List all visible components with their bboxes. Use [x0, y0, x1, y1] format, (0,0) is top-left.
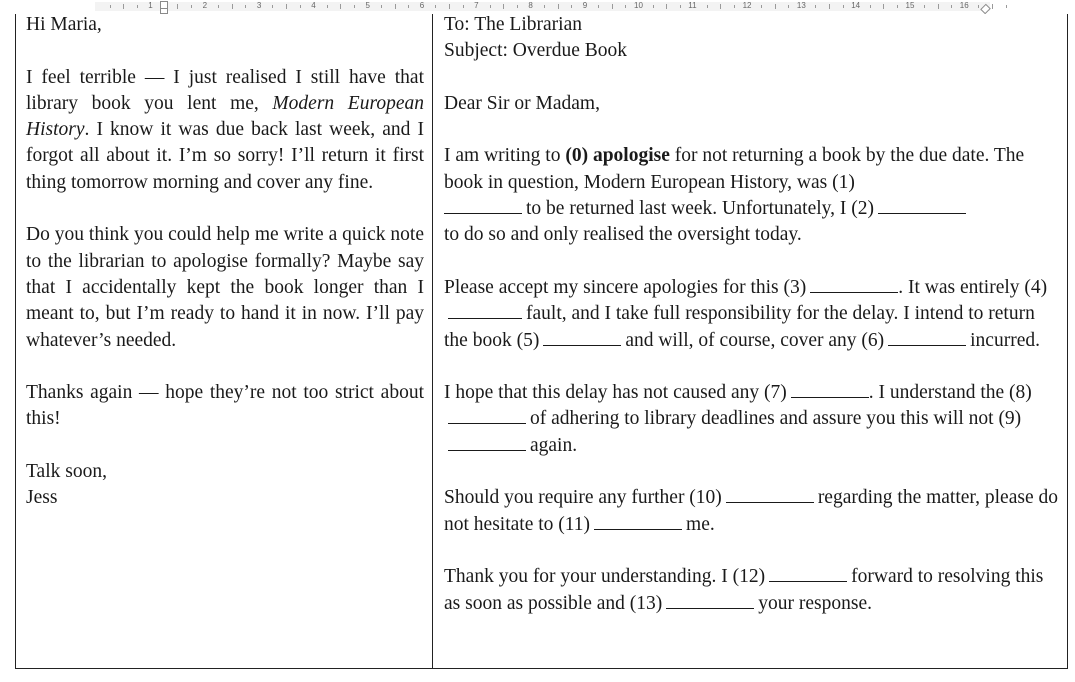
ruler-number: 11 — [688, 1, 697, 10]
ruler-number: 2 — [202, 1, 208, 10]
ruler-tick — [503, 4, 504, 9]
ruler-tick — [408, 5, 409, 8]
ruler-tick — [680, 5, 681, 8]
ruler-tick — [300, 5, 301, 8]
ruler-tick — [340, 4, 341, 9]
ruler-tick — [843, 5, 844, 8]
fp3-text-d: again. — [530, 434, 578, 456]
ruler-number: 7 — [474, 1, 479, 10]
ruler-tick — [761, 5, 762, 8]
book-title: Modern European History — [26, 92, 424, 141]
salutation: Dear Sir or Madam, — [444, 92, 600, 114]
fp5-text-c: your response. — [758, 592, 872, 614]
ruler-tick — [924, 5, 925, 8]
fp5-text-a: Thank you for your understanding. I (12) — [444, 566, 766, 588]
paragraph-1-text-a: I feel terrible — I just realised I still have that library book you lent me, — [26, 66, 424, 114]
ruler-tick — [897, 5, 898, 8]
column-divider — [432, 14, 433, 669]
fp2-text-d: and will, of course, cover any (6) — [625, 329, 885, 351]
gap-3-blank[interactable] — [810, 291, 898, 293]
ruler-tick — [951, 5, 952, 8]
formal-paragraph-3 — [444, 380, 1060, 459]
ruler-tick — [992, 4, 993, 9]
ruler-number: 12 — [742, 1, 752, 10]
gap-8-blank[interactable] — [448, 422, 526, 424]
fp4-text-b: regarding the matter, please do not hesitate to (11) — [444, 487, 1058, 535]
ruler-tick — [449, 4, 450, 9]
fp2-text-c: fault, and I take full responsibility for the delay. I intend to return the book (5) — [444, 303, 1035, 351]
paragraph-2: Do you think you could help me write a quick note to the librarian to apologise formally? Maybe say that I accidentally kept the book longer than I meant to, but I’m ready to hand it in now. I’ll pay whatever’s needed. — [26, 224, 424, 351]
formal-paragraph-1 — [444, 143, 1060, 248]
fp1-text-c: to be returned last week. Unfortunately, I (2) — [526, 198, 874, 220]
ruler-tick — [829, 4, 830, 9]
ruler-tick — [123, 4, 124, 9]
example-answer: (0) apologise — [565, 145, 670, 167]
gap-7-blank[interactable] — [791, 396, 869, 398]
ruler-number: 8 — [528, 1, 533, 10]
gap-6-blank[interactable] — [888, 344, 966, 346]
ruler-tick — [598, 5, 599, 8]
subject-line: Subject: Overdue Book — [444, 40, 628, 62]
ruler-tick — [517, 5, 518, 8]
ruler-tick — [327, 5, 328, 8]
ruler-tick — [558, 4, 559, 9]
ruler-tick — [463, 5, 464, 8]
ruler-number: 10 — [634, 1, 643, 10]
formal-letter[interactable] — [444, 12, 1060, 617]
fp1-text-b: for not returning a book by the due date. The book in question, Modern European History, was (1) — [444, 145, 1025, 193]
ruler-tick — [381, 5, 382, 8]
ruler-tick — [775, 4, 776, 9]
ruler-tick — [286, 4, 287, 9]
fp4-text-a: Should you require any further (10) — [444, 487, 722, 509]
fp3-text-c: of adhering to library deadlines and assure you this will not (9) — [530, 408, 1022, 430]
ruler-tick — [435, 5, 436, 8]
paragraph-1-text-b: . I know it was due back last week, and I forgot all about it. I’m so sorry! I’ll return it first thing tomorrow morning and cover any fine. — [26, 119, 424, 193]
ruler-tick — [354, 5, 355, 8]
ruler-number: 13 — [796, 1, 806, 10]
to-line: To: The Librarian — [444, 14, 582, 35]
ruler-tick — [788, 5, 789, 8]
fp1-text-d: to do so and only realised the oversight today. — [444, 224, 802, 246]
ruler-number: 16 — [959, 1, 969, 10]
ruler-tick — [978, 5, 979, 8]
formal-paragraph-2 — [444, 275, 1060, 354]
ruler-tick — [707, 5, 708, 8]
ruler-number: 15 — [905, 1, 915, 10]
ruler-tick — [218, 5, 219, 8]
ruler-tick — [653, 5, 654, 8]
fp5-text-b: forward to resolving this as soon as possible and (13) — [444, 566, 1044, 614]
informal-letter[interactable] — [26, 12, 424, 512]
ruler-tick — [870, 5, 871, 8]
ruler-tick — [110, 5, 111, 8]
gap-1-blank[interactable] — [444, 212, 522, 214]
ruler-tick — [720, 4, 721, 9]
ruler-tick — [666, 4, 667, 9]
fp1-text-a: I am writing to — [444, 145, 566, 167]
ruler-tick — [490, 5, 491, 8]
ruler-number: 9 — [582, 1, 588, 10]
ruler-tick — [612, 4, 613, 9]
ruler-tick — [191, 5, 192, 8]
ruler-number: 4 — [311, 1, 316, 10]
gap-12-blank[interactable] — [769, 580, 847, 582]
ruler-tick — [245, 5, 246, 8]
paragraph-3: Thanks again — hope they’re not too strict about this! — [26, 382, 424, 430]
ruler-tick — [395, 4, 396, 9]
fp3-text-a: I hope that this delay has not caused any (7) — [444, 382, 787, 404]
ruler-number: 3 — [256, 1, 262, 10]
gap-5-blank[interactable] — [543, 344, 621, 346]
ruler-tick — [625, 5, 626, 8]
fp4-text-c: me. — [686, 513, 715, 535]
ruler-tick — [571, 5, 572, 8]
ruler-tick — [544, 5, 545, 8]
ruler-tick — [815, 5, 816, 8]
ruler-tick — [1006, 5, 1007, 8]
ruler-tick — [137, 5, 138, 8]
fp2-text-b: . It was entirely (4) — [898, 276, 1048, 298]
fp2-text-e: incurred. — [970, 329, 1040, 351]
ruler-number: 6 — [419, 1, 425, 10]
gap-4-blank[interactable] — [448, 317, 522, 319]
fp3-text-b: . I understand the (8) — [868, 382, 1032, 404]
fp2-text-a: Please accept my sincere apologies for this (3) — [444, 276, 807, 298]
ruler-tick — [272, 5, 273, 8]
ruler-tick — [883, 4, 884, 9]
gap-9-blank[interactable] — [448, 449, 526, 451]
signature: Jess — [26, 487, 58, 509]
ruler-tick — [232, 4, 233, 9]
closing: Talk soon, — [26, 461, 107, 483]
ruler-tick — [734, 5, 735, 8]
gap-2-blank[interactable] — [878, 212, 966, 214]
formal-paragraph-5 — [444, 564, 1060, 617]
gap-11-blank[interactable] — [594, 528, 682, 530]
ruler-number: 5 — [365, 1, 370, 10]
ruler-tick — [938, 4, 939, 9]
ruler-tick — [177, 4, 178, 9]
greeting: Hi Maria, — [26, 14, 102, 35]
ruler-number: 1 — [148, 1, 153, 10]
gap-10-blank[interactable] — [726, 501, 814, 503]
formal-paragraph-4 — [444, 485, 1060, 538]
paragraph-1 — [26, 65, 424, 196]
gap-13-blank[interactable] — [666, 607, 754, 609]
ruler-number: 14 — [851, 1, 861, 10]
